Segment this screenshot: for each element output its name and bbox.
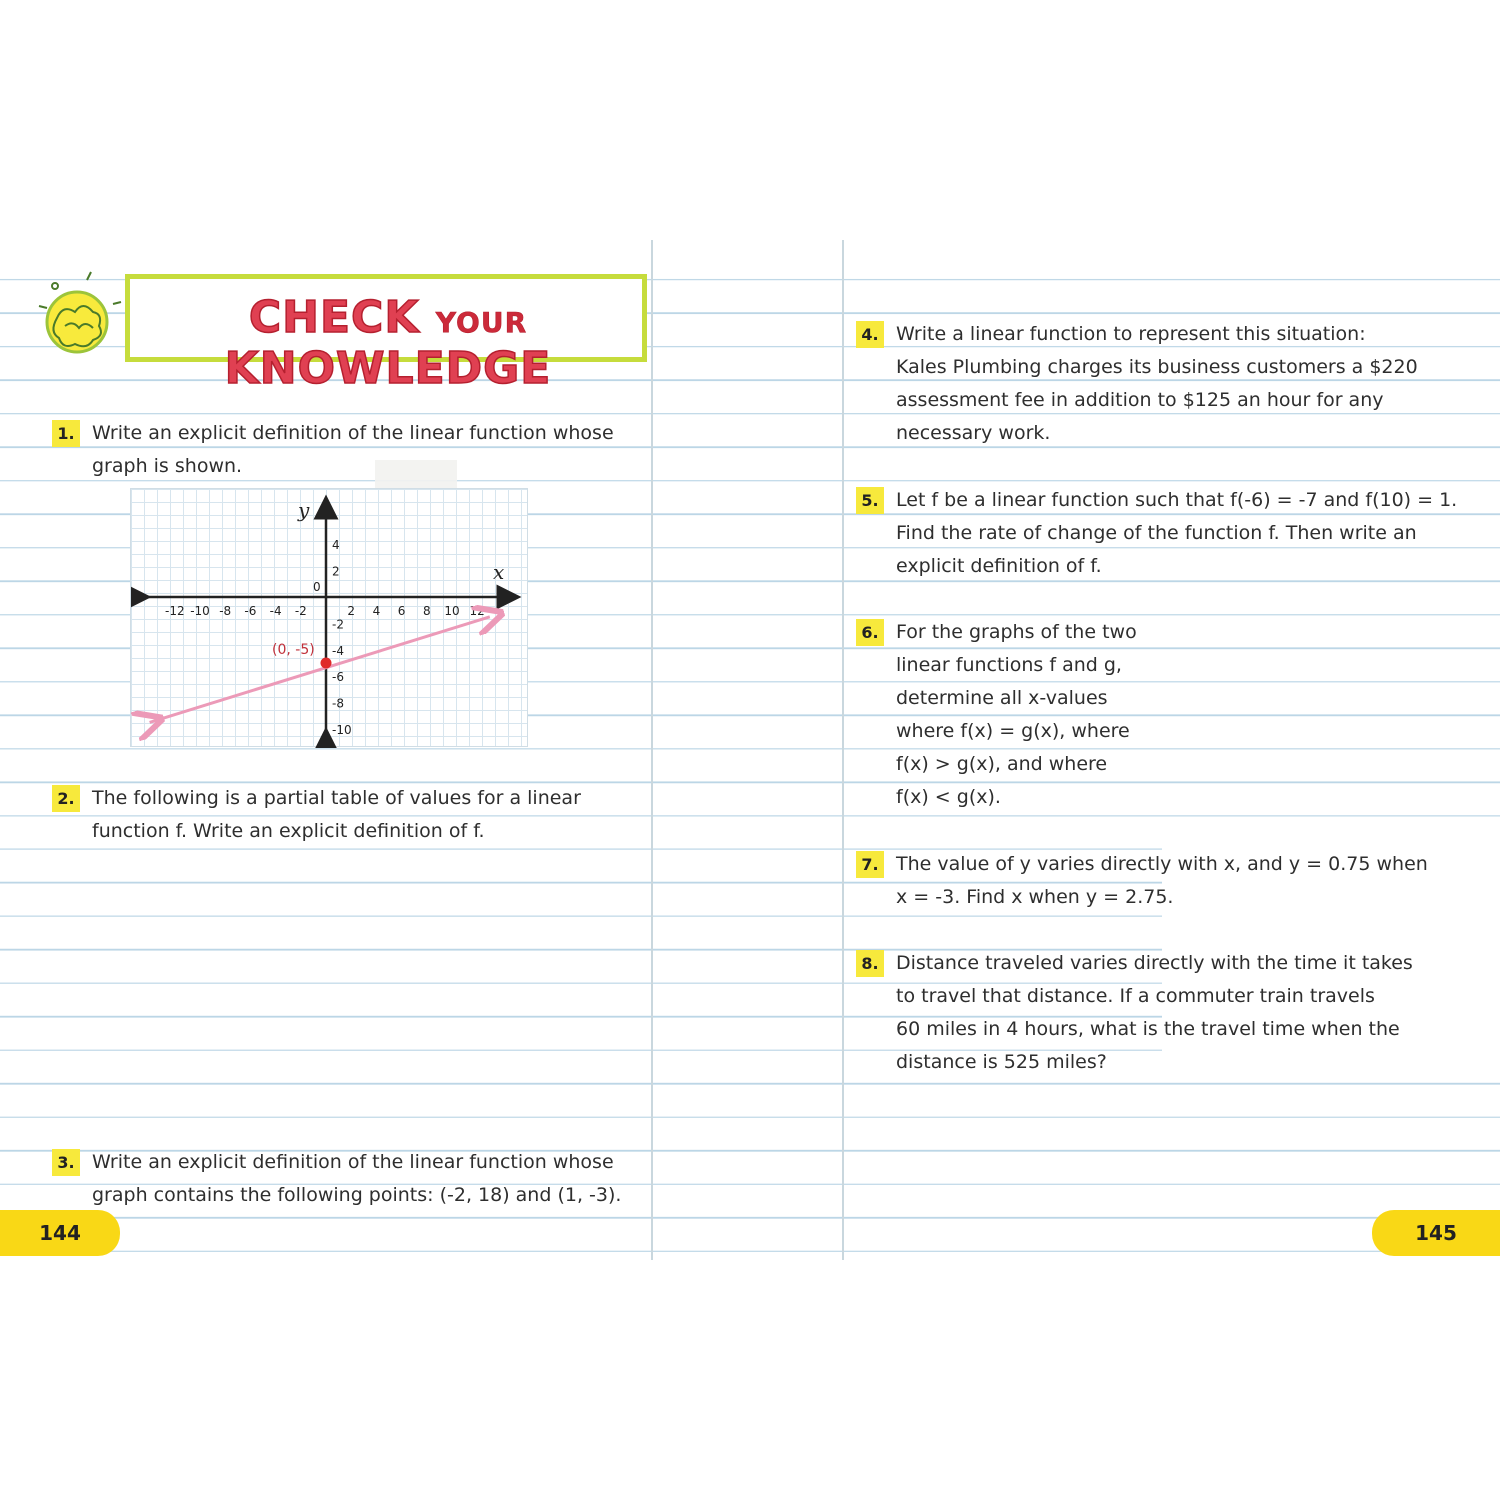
point-label: (0, -5): [272, 642, 315, 658]
question-5: 5. Let f be a linear function such that f(-6) = -7 and f(10) = 1. Find the rate of change of the function f. Then write an explicit definition of f.: [856, 484, 1476, 589]
y-intercept-point: [321, 658, 332, 669]
page-number-left: 144: [0, 1210, 120, 1256]
question-8: 8. Distance traveled varies directly with the time it takes to travel that distance. If a commuter train travels 60 miles in 4 hours, what is the travel time when the distance is 525 miles?: [856, 947, 1466, 1087]
y-tick-label: -8: [332, 696, 344, 711]
x-tick-label: 6: [397, 604, 406, 618]
x-tick-label: 4: [372, 604, 381, 618]
x-axis-label: x: [493, 560, 505, 584]
question-number: 3.: [52, 1149, 80, 1176]
x-tick-label: 10: [444, 604, 460, 618]
x-tick-label: -8: [219, 604, 232, 618]
origin-label: 0: [313, 580, 321, 594]
y-tick-labels: [332, 538, 352, 737]
y-axis-label: y: [298, 498, 310, 522]
question-number: 2.: [52, 785, 80, 812]
question-number: 8.: [856, 950, 884, 977]
book-spread: [0, 240, 1500, 1260]
question-1: 1. Write an explicit definition of the linear function whose graph is shown.: [52, 417, 642, 487]
question-number: 1.: [52, 420, 80, 447]
question-2: 2. The following is a partial table of values for a linear function f. Write an explicit definition of f.: [52, 782, 642, 852]
y-tick-label: -4: [332, 643, 344, 658]
x-tick-label: -10: [190, 604, 210, 618]
x-tick-label: -12: [164, 604, 185, 618]
x-tick-label: 12: [469, 604, 485, 618]
function-line: [150, 617, 490, 723]
question-6: 6. For the graphs of the two linear functions f and g, determine all x-values where f(x) = g(x), where f(x) > g(x), and where f(x) < g(x).: [856, 616, 1156, 821]
x-tick-label: 2: [347, 604, 356, 618]
left-page-margin-line: [651, 240, 653, 1260]
x-tick-label: -4: [269, 604, 282, 618]
right-page-margin-line: [842, 240, 844, 1260]
question-7: 7. The value of y varies directly with x, and y = 0.75 when x = -3. Find x when y = 2.75.: [856, 848, 1466, 918]
page-number-right: 145: [1372, 1210, 1500, 1256]
question-number: 6.: [856, 619, 884, 646]
y-tick-label: -6: [332, 670, 344, 685]
question-4: 4. Write a linear function to represent this situation: Kales Plumbing charges its business customers a $220 assessment fee in addition to $125 an hour for any necessary work.: [856, 318, 1456, 458]
x-tick-label: -2: [294, 604, 307, 618]
graph-canvas: [131, 489, 529, 748]
y-tick-label: 4: [332, 538, 340, 553]
y-tick-label: 2: [332, 564, 340, 579]
x-tick-label: 8: [422, 604, 431, 618]
question-number: 4.: [856, 321, 884, 348]
page-title: CHECK YOUR KNOWLEDGE: [224, 292, 552, 394]
y-tick-label: -2: [332, 617, 344, 632]
brain-icon: [35, 270, 125, 380]
question-number: 7.: [856, 851, 884, 878]
question-number: 5.: [856, 487, 884, 514]
check-your-knowledge-header: [35, 270, 655, 394]
question-3: 3. Write an explicit definition of the linear function whose graph contains the following points: (-2, 18) and (1, -3).: [52, 1146, 642, 1216]
coordinate-graph: [130, 488, 528, 747]
x-tick-label: -6: [244, 604, 257, 618]
y-tick-label: -10: [332, 723, 352, 737]
